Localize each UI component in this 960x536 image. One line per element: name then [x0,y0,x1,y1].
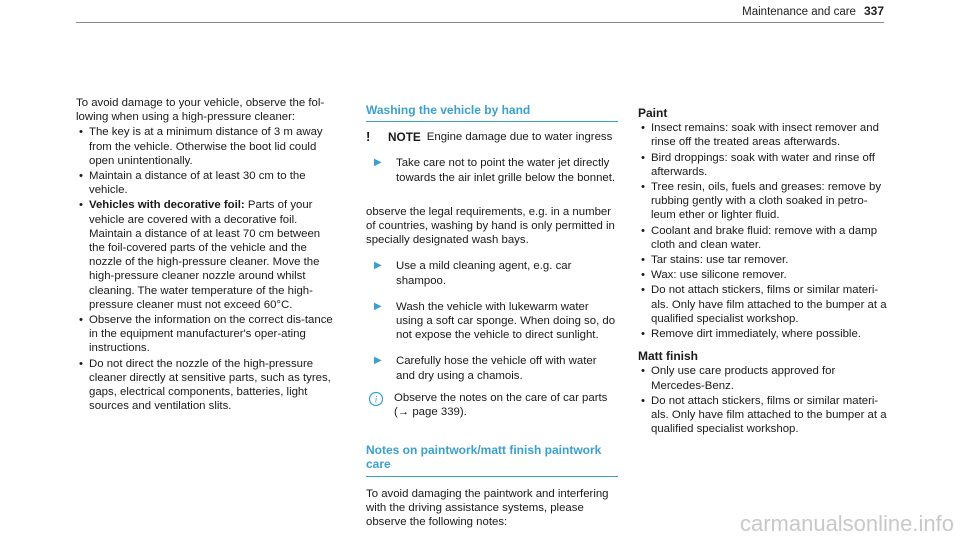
bullet-icon: • [641,394,645,407]
bullet-icon: • [79,357,83,370]
action-arrow-icon: ▶ [374,157,382,169]
list-item-lead: Vehicles with decorative foil: [89,199,245,212]
paint-list [638,121,890,341]
list-item [638,121,890,149]
header-rule [76,22,884,23]
list-item-text: Do not attach stickers, films or similar materi-als. Only have film attached to the bumper at a qualified specialist workshop. [651,394,887,436]
watermark[interactable]: carmanualsonline.info [739,510,954,536]
list-item-text: Wax: use silicone remover. [651,269,787,282]
step [366,259,618,287]
legal-paragraph: observe the legal requirements, e.g. in a number of countries, washing by hand is only permitted in specially designated wash bays. [366,205,615,247]
list-item [638,151,890,179]
step [366,354,618,382]
column-3 [638,106,890,436]
list-item-text: Observe the information on the correct dis-tance in the equipment manufacturer's oper-ating instructions. [89,314,333,355]
list-item [76,169,338,197]
bullet-icon: • [79,314,83,327]
note-text: Engine damage due to water ingress [426,131,613,144]
bullet-icon: • [79,170,83,183]
section-title: Maintenance and care [742,6,856,18]
bullet-icon: • [641,224,645,237]
list-item-text: Insect remains: soak with insect remover and rinse off the treated areas afterwards. [651,122,879,149]
list-item-text: Only use care products approved for Mercedes-Benz. [651,365,836,392]
list-item [76,357,338,414]
list-item [76,125,338,168]
step [366,300,618,343]
list-item [638,327,890,341]
intro-paragraph: To avoid damage to your vehicle, observe the fol-lowing when using a high-pressure cleaner: [76,97,325,124]
bullet-icon: • [641,122,645,135]
bullet-icon: • [641,328,645,341]
list-item [76,198,338,312]
bullet-icon: • [641,181,645,194]
bullet-icon: • [79,199,83,212]
list-item-text: Tar stains: use tar remover. [651,254,789,267]
page-header [742,4,884,19]
list-item [638,253,890,267]
list-item-text: Parts of your vehicle are covered with a decorative foil. Maintain a distance of at least 70 cm between the foil-covered parts of the vehicle and the nozzle of the high-pressure cleaner. Move the high-pressure cleaner nozzle around whilst cleaning. The water temperature of the high-pressure cleaner must not exceed 60°C. [89,199,321,311]
bullet-icon: • [79,126,83,139]
page-number: 337 [863,4,884,18]
bullet-icon: • [641,284,645,297]
bullet-icon: • [641,254,645,267]
list-item [76,313,338,356]
action-arrow-icon: ▶ [374,355,382,367]
matt-heading: Matt finish [638,349,698,364]
pressure-cleaner-list [76,125,338,413]
bullet-icon: • [641,269,645,282]
info-note [366,391,618,419]
action-arrow-icon: ▶ [374,300,382,312]
list-item [638,394,890,437]
bullet-icon: • [641,151,645,164]
list-item [638,224,890,252]
list-item-text: Do not attach stickers, films or similar materi-als. Only have film attached to the bumper at a qualified specialist workshop. [651,284,887,325]
column-1 [76,96,338,413]
paintwork-paragraph: To avoid damaging the paintwork and interfering with the driving assistance systems, please observe the following notes: [366,487,609,529]
washing-section-title: Washing the vehicle by hand [366,103,618,122]
matt-list [638,364,890,436]
step-text: Carefully hose the vehicle off with water and dry using a chamois. [396,355,597,382]
action-arrow-icon: ▶ [374,260,382,272]
step-text: Wash the vehicle with lukewarm water using a soft car sponge. When doing so, do not expose the vehicle to direct sunlight. [396,300,616,342]
list-item [638,283,890,326]
list-item [638,364,890,392]
svg-text:i: i [374,394,378,405]
info-text: Observe the notes on the care of car parts (→ page 339). [394,391,608,419]
note-action: Take care not to point the water jet directly towards the air inlet grille below the bonnet. [396,157,616,184]
note-label: NOTE [388,130,421,145]
list-item [638,268,890,282]
paintwork-section-title: Notes on paintwork/matt finish paintwork care [366,443,618,476]
list-item-text: The key is at a minimum distance of 3 m away from the vehicle. Otherwise the boot lid could open unintentionally. [89,126,323,167]
list-item-text: Tree resin, oils, fuels and greases: remove by rubbing gently with a cloth soaked in petro-leum ether or lighter fluid. [651,181,882,222]
column-2 [366,103,618,529]
list-item-text: Maintain a distance of at least 30 cm to the vehicle. [89,170,306,197]
paint-heading: Paint [638,106,668,120]
list-item-text: Bird droppings: soak with water and rinse off afterwards. [651,151,875,178]
list-item-text: Do not direct the nozzle of the high-pressure cleaner directly at sensitive parts, such as tyres, gaps, electrical components, batteries, light sources and ventilation slits. [89,357,331,413]
bullet-icon: • [641,365,645,378]
note-box [366,130,618,185]
warning-icon: ! [366,129,371,145]
list-item-text: Remove dirt immediately, where possible. [651,328,861,341]
list-item [638,180,890,223]
info-icon [368,391,384,407]
step-text: Use a mild cleaning agent, e.g. car shampoo. [396,260,572,287]
list-item-text: Coolant and brake fluid: remove with a damp cloth and clean water. [651,224,878,251]
